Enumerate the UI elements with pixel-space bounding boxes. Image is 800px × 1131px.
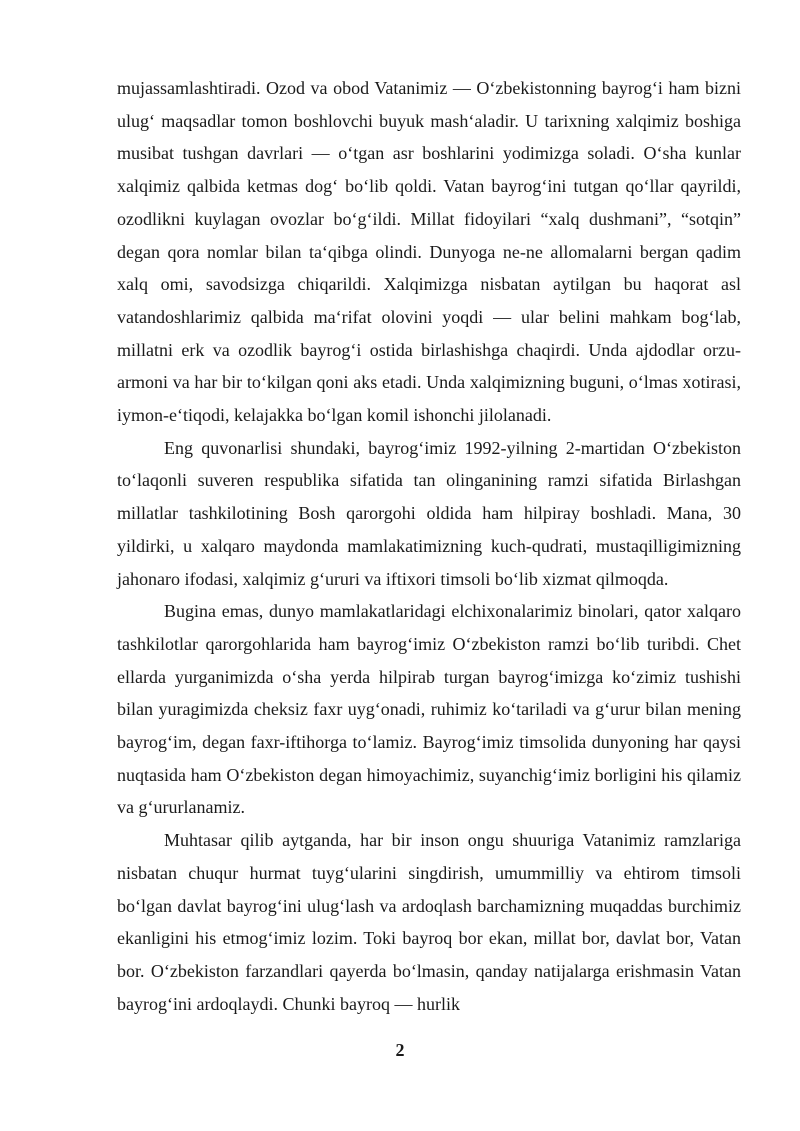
page-number: 2 xyxy=(395,1040,405,1060)
paragraph-embassies: Bugina emas, dunyo mamlakatlaridagi elchixonalarimiz binolari, qator xalqaro tashkilotlar qarorgohlarida ham bayrog‘imiz O‘zbekiston ramzi bo‘lib turibdi. Chet ellarda yurganimizda o‘sha yerda hilpirab turgan bayrog‘imizga ko‘zimiz tushishi bilan yuragimizda cheksiz faxr uyg‘onadi, ruhimiz ko‘tariladi va g‘urur bilan mening bayrog‘im, degan faxr-iftihorga to‘lamiz. Bayrog‘imiz timsolida dunyoning har qaysi nuqtasida ham O‘zbekiston degan himoyachimiz, suyanchig‘imiz borligini his qilamiz va g‘ururlanamiz. xyxy=(117,601,741,818)
document-body xyxy=(117,72,741,1020)
paragraph-flag-un: Eng quvonarlisi shundaki, bayrog‘imiz 1992-yilning 2-martidan O‘zbekiston to‘laqonli suveren respublika sifatida tan olinganining ramzi sifatida Birlashgan millatlar tashkilotining Bosh qarorgohi oldida ham hilpiray boshladi. Mana, 30 yildirki, u xalqaro maydonda mamlakatimizning kuch-qudrati, mustaqilligimizning jahonaro ifodasi, xalqimiz g‘ururi va iftixori timsoli bo‘lib xizmat qilmoqda. xyxy=(117,437,741,589)
paragraph-conclusion: Muhtasar qilib aytganda, har bir inson ongu shuuriga Vatanimiz ramzlariga nisbatan chuqur hurmat tuyg‘ularini singdirish, umummilliy va ehtirom timsoli bo‘lgan davlat bayrog‘ini ulug‘lash va ardoqlash barchamizning muqaddas burchimiz ekanligini his etmog‘imiz lozim. Toki bayroq bor ekan, millat bor, davlat bor, Vatan bor. O‘zbekiston farzandlari qayerda bo‘lmasin, qanday natijalarga erishmasin Vatan bayrog‘ini ardoqlaydi. Chunki bayroq — hurlik xyxy=(117,830,741,1014)
paragraph-continuation: mujassamlashtiradi. Ozod va obod Vatanimiz — O‘zbekistonning bayrog‘i ham bizni ulug‘ maqsadlar tomon boshlovchi buyuk mash‘aladir. U tarixning xalqimiz boshiga musibat tushgan davrlari — o‘tgan asr boshlarini yodimizga soladi. O‘sha kunlar xalqimiz qalbida ketmas dog‘ bo‘lib qoldi. Vatan bayrog‘ini tutgan qo‘llar qayrildi, ozodlikni kuylagan ovozlar bo‘g‘ildi. Millat fidoyilari “xalq dushmani”, “sotqin” degan qora nomlar bilan ta‘qibga olindi. Dunyoga ne-ne allomalarni bergan qadim xalq omi, savodsizga chiqarildi. Xalqimizga nisbatan aytilgan bu haqorat asl vatandoshlarimiz qalbida ma‘rifat olovini yoqdi — ular belini mahkam bog‘lab, millatni erk va ozodlik bayrog‘i ostida birlashishga chaqirdi. Unda ajdodlar orzu-armoni va har bir to‘kilgan qoni aks etadi. Unda xalqimizning buguni, o‘lmas xotirasi, iymon-e‘tiqodi, kelajakka bo‘lgan komil ishonchi jilolanadi. xyxy=(117,78,741,426)
